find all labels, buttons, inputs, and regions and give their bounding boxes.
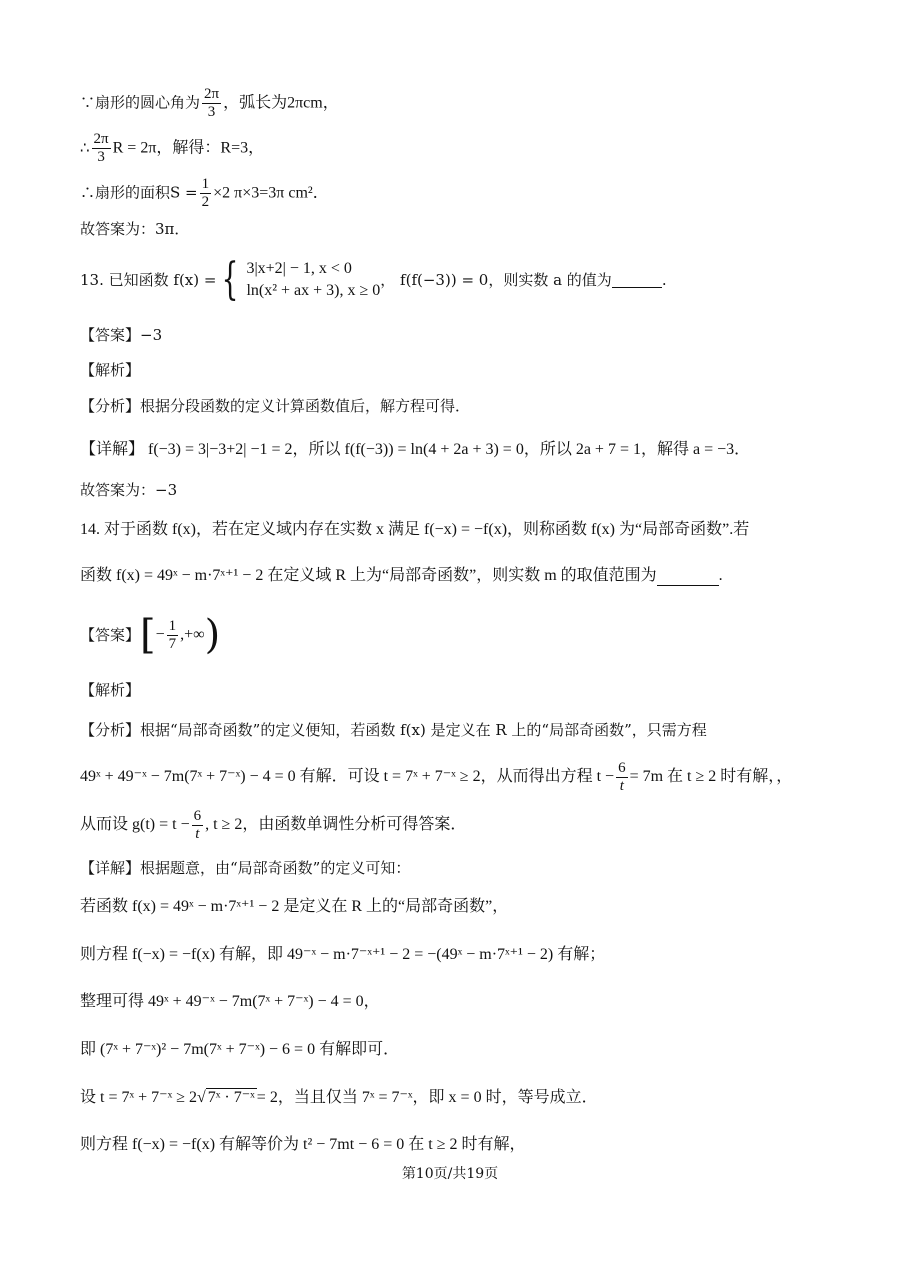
label: 【答案】 <box>80 626 141 644</box>
text: 则方程 f(−x) = −f(x) 有解，即 49⁻ˣ − m·7⁻ˣ⁺¹ − 2 = −(49ˣ − m·7ˣ⁺¹ − 2) 有解； <box>80 946 606 963</box>
answer-blank <box>612 273 662 288</box>
line-sector-area <box>80 176 840 211</box>
text: . <box>718 567 723 584</box>
text: 函数 f(x) = 49ˣ − m·7ˣ⁺¹ − 2 在定义域 R 上为“局部奇函数”，则实数 m 的取值范围为 <box>80 567 657 584</box>
numerator: 6 <box>618 759 626 776</box>
sqrt-symbol-icon: √ <box>196 1089 206 1106</box>
analysis-label-13 <box>80 360 840 380</box>
text: − <box>155 626 165 643</box>
text: 【详解】 f(−3) = 3|−3+2| −1 = 2，所以 f(f(−3)) = ln(4 + 2a + 3) = 0，所以 2a + 7 = 1，解得 a = −3． <box>80 441 751 458</box>
text: 则方程 f(−x) = −f(x) 有解等价为 t² − 7mt − 6 = 0 在 t ≥ 2 时有解， <box>80 1136 526 1153</box>
text: 49ˣ + 49⁻ˣ − 7m(7ˣ + 7⁻ˣ) − 4 = 0 有解．可设 t = 7ˣ + 7⁻ˣ ≥ 2，从而得出方程 t − <box>80 768 615 785</box>
text: . <box>661 271 667 289</box>
text: 若函数 f(x) = 49ˣ − m·7ˣ⁺¹ − 2 是定义在 R 上的“局部奇函数”， <box>80 898 509 915</box>
numerator: 1 <box>201 176 210 192</box>
text: ×2 π×3=3π cm²． <box>213 184 329 202</box>
text: , t ≥ 2，由函数单调性分析可得答案． <box>205 816 467 833</box>
detail-14-line-7 <box>80 1135 840 1155</box>
text: ，弧长为2πcm， <box>223 94 339 112</box>
analysis-14-line-3 <box>80 805 840 845</box>
piece-row: ln(x² + ax + 3), x ≥ 0 <box>246 282 381 299</box>
detail-13 <box>80 440 840 460</box>
piecewise-function <box>216 254 381 305</box>
numerator: 6 <box>193 807 202 824</box>
numerator: 2π <box>204 86 220 102</box>
text: 整理可得 49ˣ + 49⁻ˣ − 7m(7ˣ + 7⁻ˣ) − 4 = 0， <box>80 993 380 1010</box>
numerator: 1 <box>168 617 177 634</box>
question-13-stem: 13. 已知函数 f(x) = <box>80 271 217 289</box>
detail-14-line-3 <box>80 945 840 965</box>
fraction <box>167 618 179 653</box>
piecewise-rows <box>246 258 380 302</box>
text: = 2，当且仅当 7ˣ = 7⁻ˣ，即 x = 0 时，等号成立． <box>256 1089 598 1106</box>
text: 14. 对于函数 f(x)，若在定义域内存在实数 x 满足 f(−x) = −f(x)，则称函数 f(x) 为“局部奇函数”.若 <box>80 521 750 538</box>
fraction <box>202 86 221 121</box>
fraction <box>92 131 111 166</box>
question-13-condition: ， f(f(−3)) = 0，则实数 a 的值为 <box>380 271 612 289</box>
analysis-label-14 <box>80 680 840 700</box>
question-14-line-1 <box>80 520 840 540</box>
text: 设 t = 7ˣ + 7⁻ˣ ≥ 2 <box>80 1089 197 1106</box>
left-brace-icon: { <box>222 254 239 305</box>
line-radius-solve <box>80 131 840 166</box>
right-paren-icon: ) <box>204 612 221 658</box>
question-14-line-2 <box>80 566 840 586</box>
numerator: 2π <box>93 131 109 147</box>
denominator: 3 <box>97 149 105 165</box>
denominator: t <box>195 825 200 842</box>
detail-14-line-2 <box>80 897 840 917</box>
text: R = 2π，解得：R=3， <box>112 139 265 157</box>
answer-blank <box>657 571 719 586</box>
text: 故答案为：3π． <box>80 220 190 238</box>
label: 【解析】 <box>80 681 141 699</box>
text: 【详解】根据题意，由“局部奇函数”的定义可知： <box>80 859 411 877</box>
denominator: 2 <box>201 194 210 210</box>
text: ,+∞ <box>180 626 205 643</box>
denominator: 7 <box>168 635 177 652</box>
detail-14-line-4 <box>80 992 840 1012</box>
text: ∵扇形的圆心角为 <box>80 93 201 112</box>
text: ∴扇形的面积S = <box>80 183 198 202</box>
text: 从而设 g(t) = t − <box>80 816 190 833</box>
detail-14-line-6 <box>80 1088 840 1108</box>
detail-14-line-5 <box>80 1040 840 1060</box>
denominator: 3 <box>207 104 216 120</box>
label: 【解析】 <box>80 361 141 379</box>
piece-row: 3|x+2| − 1, x < 0 <box>246 260 352 277</box>
fraction <box>200 176 212 211</box>
question-13 <box>80 255 840 305</box>
answer-14 <box>80 612 840 658</box>
detail-14-line-1 <box>80 858 840 878</box>
page-footer: 第10页/共19页 <box>401 1166 499 1182</box>
answer-text: 【答案】−3 <box>80 326 163 344</box>
text: ∴ <box>80 138 90 157</box>
conclusion-13 <box>80 480 840 500</box>
text: 故答案为：−3 <box>80 481 178 499</box>
denominator: t <box>619 777 624 794</box>
analysis-13 <box>80 396 840 416</box>
sqrt-radicand: 7ˣ · 7⁻ˣ <box>207 1089 255 1106</box>
text: 【分析】根据“局部奇函数”的定义便知，若函数 f(x) 是定义在 R 上的“局部奇函数”，只需方程 <box>80 721 707 739</box>
text: 即 (7ˣ + 7⁻ˣ)² − 7m(7ˣ + 7⁻ˣ) − 6 = 0 有解即可． <box>80 1041 400 1058</box>
analysis-14-line-1 <box>80 720 840 740</box>
fraction <box>192 808 204 843</box>
fraction <box>616 760 628 795</box>
left-bracket-icon: [ <box>140 612 156 658</box>
text: = 7m 在 t ≥ 2 时有解，， <box>629 768 793 785</box>
text: 【分析】根据分段函数的定义计算函数值后，解方程可得． <box>80 397 471 415</box>
answer-13 <box>80 325 840 345</box>
line-sector-angle <box>80 86 840 121</box>
line-answer-12 <box>80 219 840 239</box>
analysis-14-line-2 <box>80 757 840 797</box>
